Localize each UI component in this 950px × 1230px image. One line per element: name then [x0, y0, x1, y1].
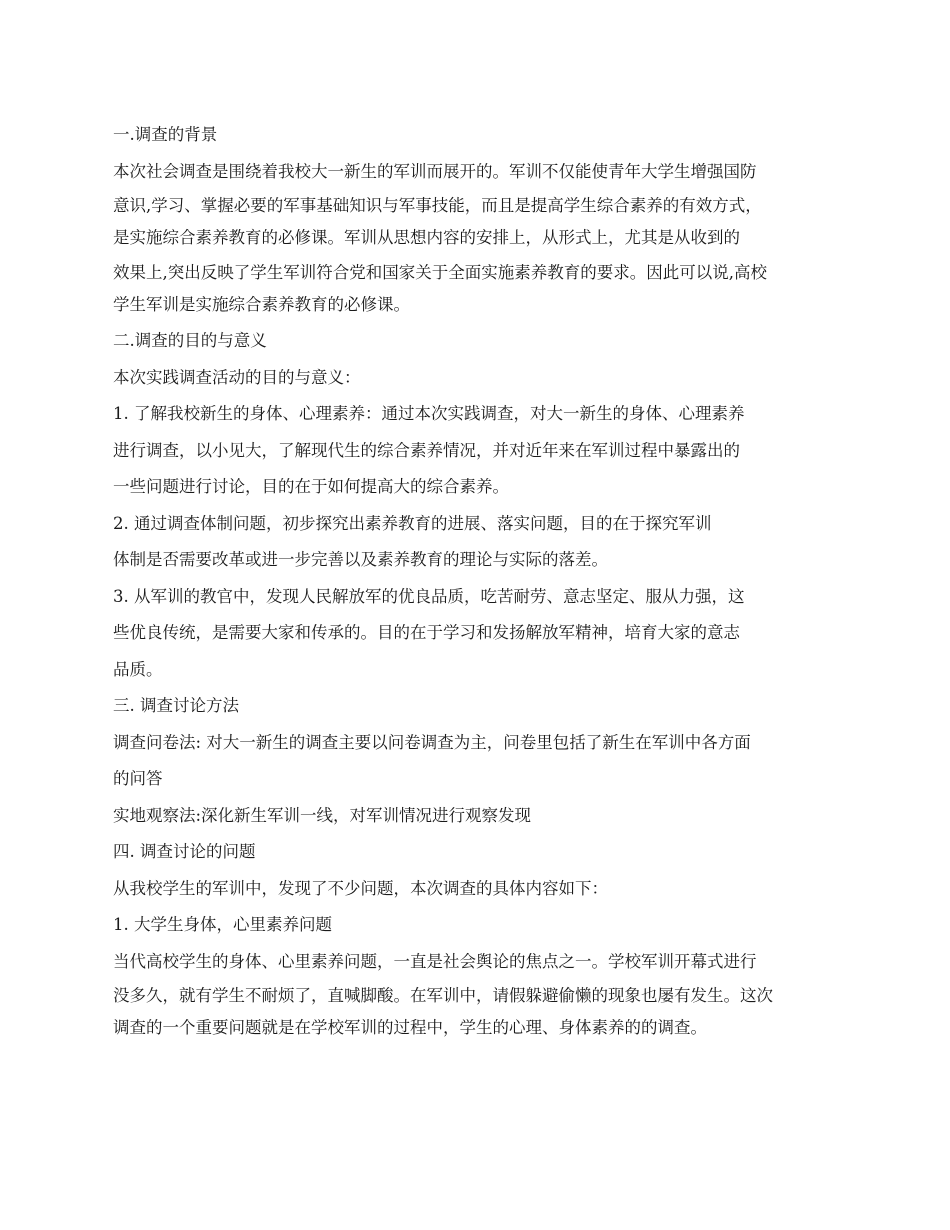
paragraph-line: 实地观察法:深化新生军训一线，对军训情况进行观察发现 [113, 805, 532, 825]
list-item-line: 1. 大学生身体，心里素养问题 [113, 915, 332, 934]
document-body [113, 124, 843, 1054]
paragraph-line: 本次实践调查活动的目的与意义： [113, 367, 361, 387]
paragraph-line: 调查问卷法: 对大一新生的调查主要以问卷调查为主，问卷里包括了新生在军训中各方面 [113, 732, 751, 752]
list-item-line: 3. 从军训的教官中，发现人民解放军的优良品质，吃苦耐劳、意志坚定、服从力强，这 [113, 586, 745, 606]
section-heading: 二.调查的目的与意义 [113, 331, 267, 350]
paragraph-line: 从我校学生的军训中，发现了不少问题，本次调查的具体内容如下： [113, 878, 608, 898]
paragraph-line: 没多久，就有学生不耐烦了，直喊脚酸。在军训中，请假躲避偷懒的现象也屡有发生。这次 [113, 986, 773, 1005]
paragraph-line: 本次社会调查是围绕着我校大一新生的军训而展开的。军训不仅能使青年大学生增强国防 [113, 161, 757, 181]
paragraph-line: 是实施综合素养教育的必修课。军训从思想内容的安排上，从形式上，尤其是从收到的 [113, 228, 740, 247]
list-item-line: 一些问题进行讨论，目的在于如何提高大的综合素养。 [113, 477, 509, 496]
list-item-line: 2. 通过调查体制问题，初步探究出素养教育的进展、落实问题，目的在于探究军训 [113, 513, 712, 533]
paragraph-line: 调查的一个重要问题就是在学校军训的过程中，学生的心理、身体素养的的调查。 [113, 1018, 707, 1037]
list-item-line: 进行调查，以小见大，了解现代生的综合素养情况，并对近年来在军训过程中暴露出的 [113, 440, 740, 460]
paragraph-line: 意识,学习、掌握必要的军事基础知识与军事技能，而且是提高学生综合素养的有效方式， [113, 196, 762, 215]
list-item-line: 品质。 [113, 659, 163, 679]
paragraph-line: 效果上,突出反映了学生军训符合党和国家关于全面实施素养教育的要求。因此可以说,高校 [113, 262, 767, 282]
section-heading: 一.调查的背景 [113, 125, 218, 144]
list-item-line: 1. 了解我校新生的身体、心理素养：通过本次实践调查，对大一新生的身体、心理素养 [113, 404, 745, 423]
section-heading: 四. 调查讨论的问题 [113, 842, 256, 861]
paragraph-line: 的问答 [113, 769, 163, 788]
section-heading: 三. 调查讨论方法 [113, 696, 239, 715]
paragraph-line: 当代高校学生的身体、心里素养问题，一直是社会舆论的焦点之一。学校军训开幕式进行 [113, 951, 757, 971]
paragraph-line: 学生军训是实施综合素养教育的必修课。 [113, 294, 410, 314]
list-item-line: 体制是否需要改革或进一步完善以及素养教育的理论与实际的落差。 [113, 550, 608, 569]
list-item-line: 些优良传统，是需要大家和传承的。目的在于学习和发扬解放军精神，培育大家的意志 [113, 623, 740, 642]
